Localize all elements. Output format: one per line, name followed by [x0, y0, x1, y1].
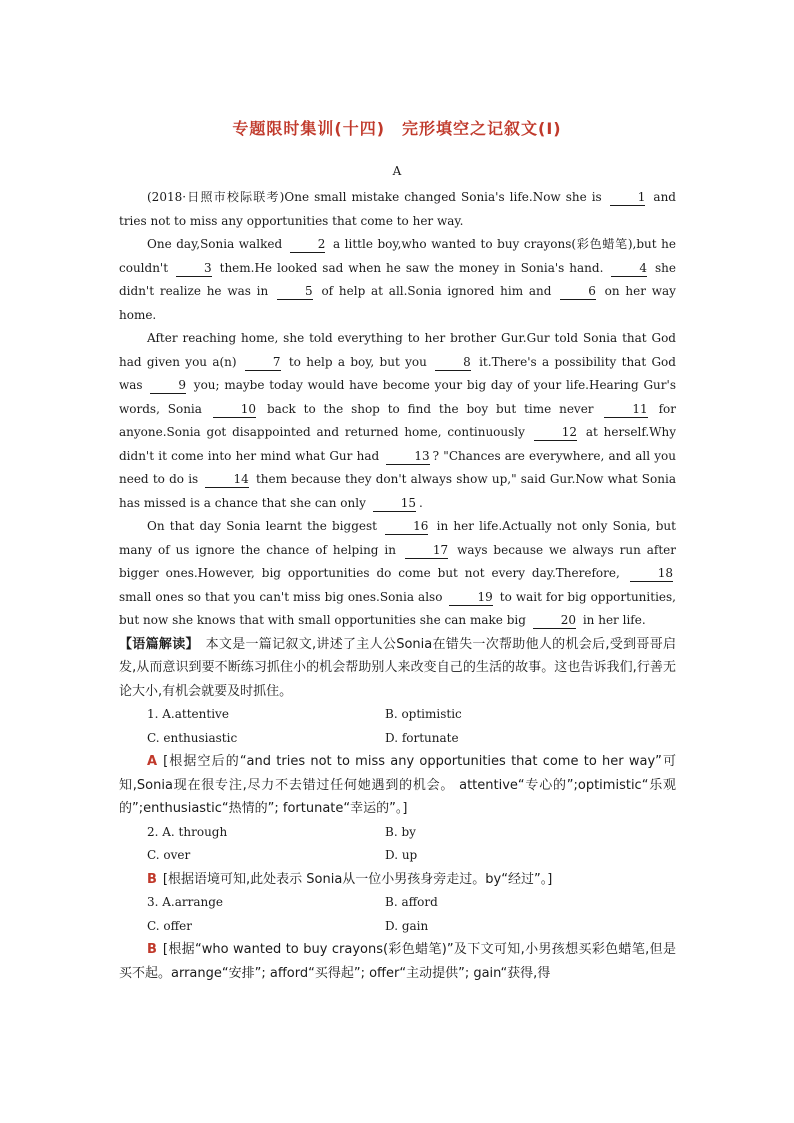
blank-12: 12: [534, 425, 577, 441]
passage-paragraph-2: One day,Sonia walked 2 a little boy,who wanted to buy crayons(彩色蜡笔),but he couldn't 3 them.He looked sad when he saw the money in Sonia's hand. 4 she didn't realize he was in 5 of help at all.Sonia ignored him and 6 on her way home.: [119, 237, 676, 322]
question-2-explanation: B [根据语境可知,此处表示 Sonia从一位小男孩身旁走过。by“经过”。]: [147, 871, 553, 887]
page-title: 专题限时集训(十四) 完形填空之记叙文(Ⅰ): [232, 119, 562, 138]
blank-17: 17: [405, 543, 448, 559]
blank-13: 13: [386, 449, 429, 465]
question-1-explanation: A [根据空后的“and tries not to miss any opportunities that come to her way”可知,Sonia现在很专注,尽力不去错过任何她遇到的机会。 attentive“专心的”;optimistic“乐观的”;enthusiastic“热情的”; fortunate“幸运的”。]: [119, 754, 676, 816]
option-b: B. afford: [385, 895, 438, 909]
analysis-text: 本文是一篇记叙文,讲述了主人公Sonia在错失一次帮助他人的机会后,受到哥哥启发,从而意识到要不断练习抓住小的机会帮助别人来改变自己的生活的故事。这也告诉我们,行善无论大小,有机会就要及时抓住。: [119, 636, 676, 699]
option-a: 2. A. through: [147, 824, 228, 839]
blank-4: 4: [611, 261, 647, 277]
blank-1: 1: [610, 190, 646, 206]
option-c: C. offer: [147, 918, 192, 933]
option-d: D. fortunate: [385, 730, 459, 745]
section-label: A: [392, 164, 402, 178]
passage-paragraph-3: After reaching home, she told everything to her brother Gur.Gur told Sonia that God had given you a(n) 7 to help a boy, but you 8 it.There's a possibility that God was 9 you; maybe today would have become your big day of your life.Hearing Gur's words, Sonia 10 back to the shop to find the boy but time never 11 for anyone.Sonia got disappointed and returned home, continuously 12 at herself.Why didn't it come into her mind what Gur had 13 ? "Chances are everywhere, and all you need to do is 14 them because they don't always show up," said Gur.Now what Sonia has missed is a chance that she can only 15 .: [119, 331, 676, 510]
answer-letter: B: [147, 942, 157, 957]
blank-2: 2: [290, 237, 326, 253]
blank-19: 19: [449, 590, 492, 606]
blank-18: 18: [630, 566, 673, 582]
question-2-options: [119, 821, 676, 868]
question-2: [119, 821, 676, 892]
option-a: 1. A.attentive: [147, 707, 229, 721]
option-c: C. over: [147, 848, 191, 862]
passage-paragraph-1: (2018·日照市校际联考)One small mistake changed Sonia's life.Now she is 1 and tries not to miss any opportunities that come to her way.: [119, 190, 676, 228]
blank-10: 10: [213, 402, 256, 418]
option-c: C. enthusiastic: [147, 730, 238, 745]
answer-letter: A: [147, 754, 158, 769]
blank-16: 16: [385, 519, 428, 535]
question-3-options: [119, 891, 676, 938]
option-b: B. optimistic: [385, 707, 462, 721]
option-a: 3. A.arrange: [147, 895, 224, 909]
blank-7: 7: [245, 355, 281, 371]
question-1: [119, 703, 676, 821]
blank-8: 8: [435, 355, 471, 371]
blank-3: 3: [176, 261, 212, 277]
blank-9: 9: [150, 378, 186, 394]
blank-6: 6: [560, 284, 596, 300]
option-b: B. by: [385, 824, 416, 839]
blank-11: 11: [604, 402, 647, 418]
passage-paragraph-4: On that day Sonia learnt the biggest 16 in her life.Actually not only Sonia, but many of us ignore the chance of helping in 17 ways because we always run after bigger ones.However, big opportunities do come but not every day.Therefore, 18 small ones so that you can't miss big ones.Sonia also 19 to wait for big opportunities, but now she knows that with small opportunities she can make big 20 in her life.: [119, 519, 676, 627]
blank-5: 5: [277, 284, 313, 300]
answer-letter: B: [147, 871, 157, 887]
analysis-tag: 【语篇解读】: [119, 636, 193, 652]
blank-15: 15: [373, 496, 416, 512]
document-body: [119, 186, 676, 985]
question-3: [119, 891, 676, 985]
option-d: D. up: [385, 848, 418, 862]
discourse-analysis: [119, 633, 676, 704]
option-d: D. gain: [385, 918, 429, 933]
blank-20: 20: [533, 613, 576, 629]
blank-14: 14: [205, 472, 248, 488]
source-note: (2018·日照市校际联考): [147, 190, 285, 204]
question-3-explanation: B [根据“who wanted to buy crayons(彩色蜡笔)”及下文可知,小男孩想买彩色蜡笔,但是买不起。arrange“安排”; afford“买得起”; offer“主动提供”; gain“获得,得: [119, 942, 676, 981]
question-1-options: [119, 703, 676, 750]
